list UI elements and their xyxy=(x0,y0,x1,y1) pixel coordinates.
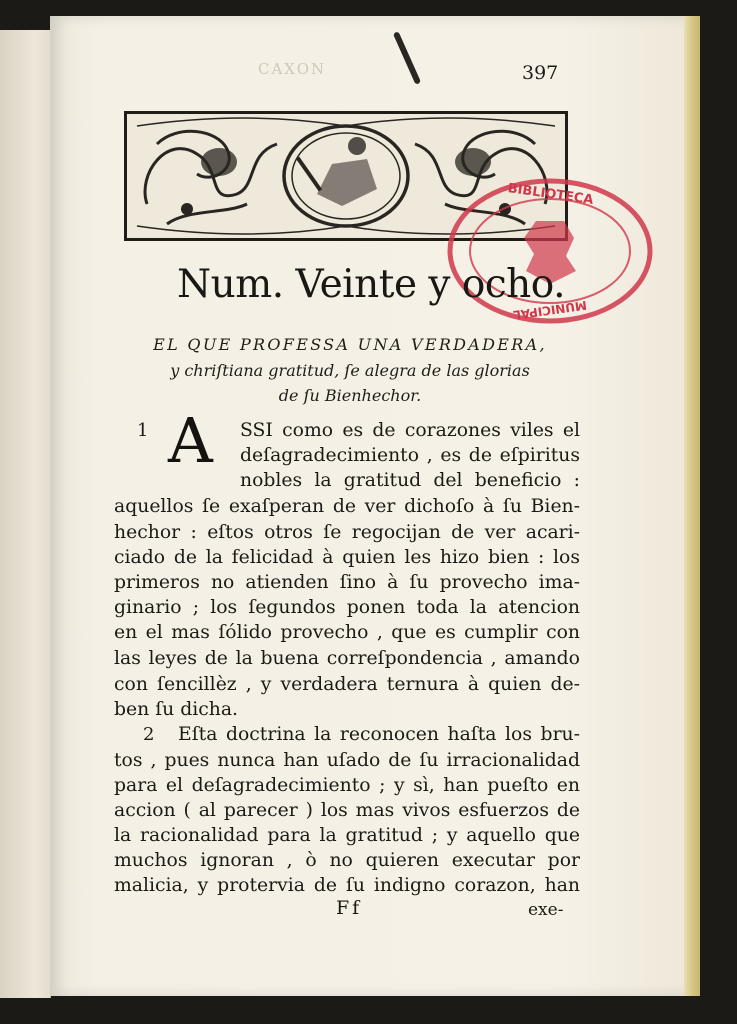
text-line: hechor : eſtos otros ſe regocijan de ver acari- xyxy=(114,522,580,543)
facing-page-edge xyxy=(0,30,51,998)
text-line: aquellos ſe exaſperan de ver dichoſo à ſu Bien- xyxy=(114,496,580,517)
paragraph-number: 2 xyxy=(143,724,155,745)
text-line: muchos ignoran , ò no quieren executar por xyxy=(114,850,580,871)
subtitle-line-3: de ſu Bienhechor. xyxy=(278,386,422,405)
text-line: para el deſagradecimiento ; y sì, han pueſto en xyxy=(114,775,580,796)
text-line: tos , pues nunca han uſado de ſu irracionalidad xyxy=(114,750,580,771)
text-line: las leyes de la buena correſpondencia , amando xyxy=(114,648,580,669)
svg-text:MUNICIPAL: MUNICIPAL xyxy=(512,297,588,323)
text-line: primeros no atienden ſino à ſu provecho ima- xyxy=(114,572,580,593)
stamp-text: BIBLIOTECA xyxy=(506,181,595,208)
text-line: la racionalidad para la gratitud ; y aquello que xyxy=(114,825,580,846)
page-number: 397 xyxy=(522,62,559,84)
subtitle-line-1: EL QUE PROFESSA UNA VERDADERA, xyxy=(153,335,547,354)
text-line: accion ( al parecer ) los mas vivos esfuerzos de xyxy=(114,800,580,821)
text-line: en el mas ſólido provecho , que es cumplir con xyxy=(114,622,580,643)
text-line: SSI como es de corazones viles el xyxy=(240,420,580,441)
text-line: nobles la gratitud del beneficio : xyxy=(240,470,580,491)
signature-mark: Ff xyxy=(336,897,363,919)
text-line: ben ſu dicha. xyxy=(114,699,239,720)
text-line: ginario ; los ſegundos ponen toda la atencion xyxy=(114,597,580,618)
text-line: ciado de la felicidad à quien les hizo bien : los xyxy=(114,547,580,568)
page-fore-edge xyxy=(684,16,700,996)
text-line: Eſta doctrina la reconocen haſta los bru- xyxy=(178,724,580,745)
drop-cap: A xyxy=(168,404,213,477)
subtitle-line-2: y chriſtiana gratitud, ſe alegra de las glorias xyxy=(170,361,530,380)
text-line: con ſencillèz , y verdadera ternura à quien de- xyxy=(114,674,580,695)
catchword: exe- xyxy=(528,900,564,920)
text-line: malicia, y protervia de ſu indigno corazon, han xyxy=(114,875,580,896)
chapter-title: Num. Veinte y ocho. xyxy=(177,262,565,307)
text-line: deſagradecimiento , es de eſpiritus xyxy=(240,445,580,466)
show-through-header: CAXON xyxy=(258,60,327,78)
paragraph-number: 1 xyxy=(137,420,149,441)
